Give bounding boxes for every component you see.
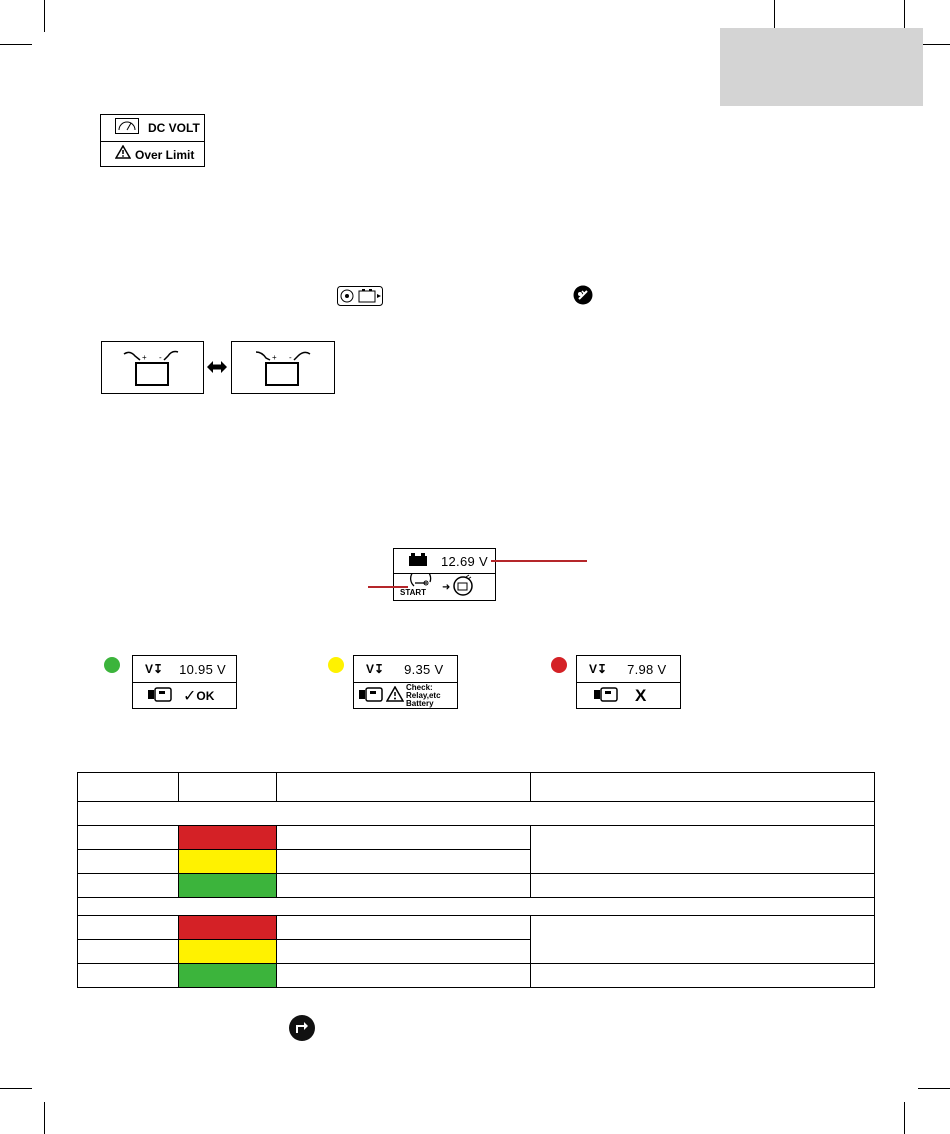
svg-text:-: - (159, 353, 162, 362)
crop-mark-br-v (904, 1102, 905, 1134)
result-voltage: 7.98 V (627, 661, 667, 677)
color-cell-red (179, 916, 277, 940)
battery-clamp-icon (102, 342, 205, 395)
table-cell (78, 916, 179, 940)
color-cell-red (179, 826, 277, 850)
over-limit-display (100, 114, 205, 167)
start-voltage: 12.69 V (441, 553, 488, 569)
table-cell (277, 916, 531, 940)
starter-battery-icon (337, 286, 383, 311)
table-section-row (78, 802, 875, 826)
table-cell (277, 826, 531, 850)
voltmeter-icon (115, 118, 139, 139)
cross-icon: X (635, 686, 647, 705)
arrow-right-icon: ➜ (442, 582, 451, 593)
check-mark-icon: ✓ (183, 688, 197, 705)
table-cell (277, 773, 531, 802)
color-cell-green (179, 964, 277, 988)
table-cell (277, 940, 531, 964)
starter-motor-icon (593, 685, 619, 708)
result-display-fail (576, 655, 681, 709)
chapter-tab (720, 28, 923, 106)
table-row (78, 964, 875, 988)
table-cell (531, 916, 875, 964)
table-cell (277, 850, 531, 874)
table-cell (277, 874, 531, 898)
warning-triangle-icon (115, 145, 131, 164)
double-arrow-icon (206, 360, 228, 379)
color-cell-green (179, 874, 277, 898)
next-button[interactable] (289, 1015, 315, 1041)
check-message-line: Check: (406, 683, 433, 692)
status-dot-red (551, 657, 567, 673)
callout-line-start (368, 586, 408, 588)
dc-volt-label: DC VOLT (148, 121, 200, 135)
table-cell (78, 850, 179, 874)
result-display-ok (132, 655, 237, 709)
table-cell (78, 940, 179, 964)
callout-line-voltage (491, 560, 587, 562)
table-cell (78, 874, 179, 898)
battery-clamp-correct-display (101, 341, 204, 394)
crop-mark-bl-v (44, 1102, 45, 1134)
table-cell (78, 802, 875, 826)
over-limit-label: Over Limit (135, 147, 195, 162)
svg-text:+: + (272, 353, 277, 362)
starter-motor-icon (147, 685, 173, 708)
table-cell (531, 826, 875, 874)
result-message: OK (196, 689, 215, 703)
voltage-drop-icon: V↧ (145, 662, 164, 676)
result-display-check (353, 655, 458, 709)
table-cell (531, 964, 875, 988)
table-cell (277, 964, 531, 988)
battery-clamp-reversed-display (231, 341, 335, 394)
start-label: START (400, 588, 427, 597)
result-voltage: 10.95 V (179, 661, 226, 677)
engine-icon (452, 574, 474, 601)
color-cell-yellow (179, 850, 277, 874)
color-cell-yellow (179, 940, 277, 964)
table-cell (531, 874, 875, 898)
table-cell (78, 826, 179, 850)
table-cell (78, 898, 875, 916)
table-header-row (78, 773, 875, 802)
table-row (78, 874, 875, 898)
check-message-line: Battery (406, 699, 434, 708)
table-cell (531, 773, 875, 802)
svg-text:+: + (142, 353, 147, 362)
result-voltage: 9.35 V (404, 661, 444, 677)
crop-mark-bl-h (0, 1088, 32, 1089)
battery-icon (408, 552, 428, 571)
crop-mark-tl-h (0, 44, 32, 45)
crop-mark-tl-v (44, 0, 45, 32)
battery-clamp-icon (232, 342, 336, 395)
check-message (406, 684, 441, 708)
warning-triangle-icon (386, 686, 404, 707)
voltage-drop-icon: V↧ (589, 662, 608, 676)
table-cell (78, 964, 179, 988)
table-section-row (78, 898, 875, 916)
check-message-line: Relay,etc (406, 691, 441, 700)
status-dot-yellow (328, 657, 344, 673)
status-dot-green (104, 657, 120, 673)
status-table (77, 772, 875, 988)
no-charge-icon (573, 285, 593, 310)
table-row (78, 916, 875, 940)
svg-text:-: - (289, 353, 292, 362)
table-cell (179, 773, 277, 802)
voltage-drop-icon: V↧ (366, 662, 385, 676)
table-row (78, 826, 875, 850)
table-cell (78, 773, 179, 802)
crop-mark-br-h (918, 1088, 950, 1089)
starter-motor-icon (358, 685, 384, 708)
next-arrow-icon (289, 1015, 315, 1041)
start-display (393, 548, 496, 601)
